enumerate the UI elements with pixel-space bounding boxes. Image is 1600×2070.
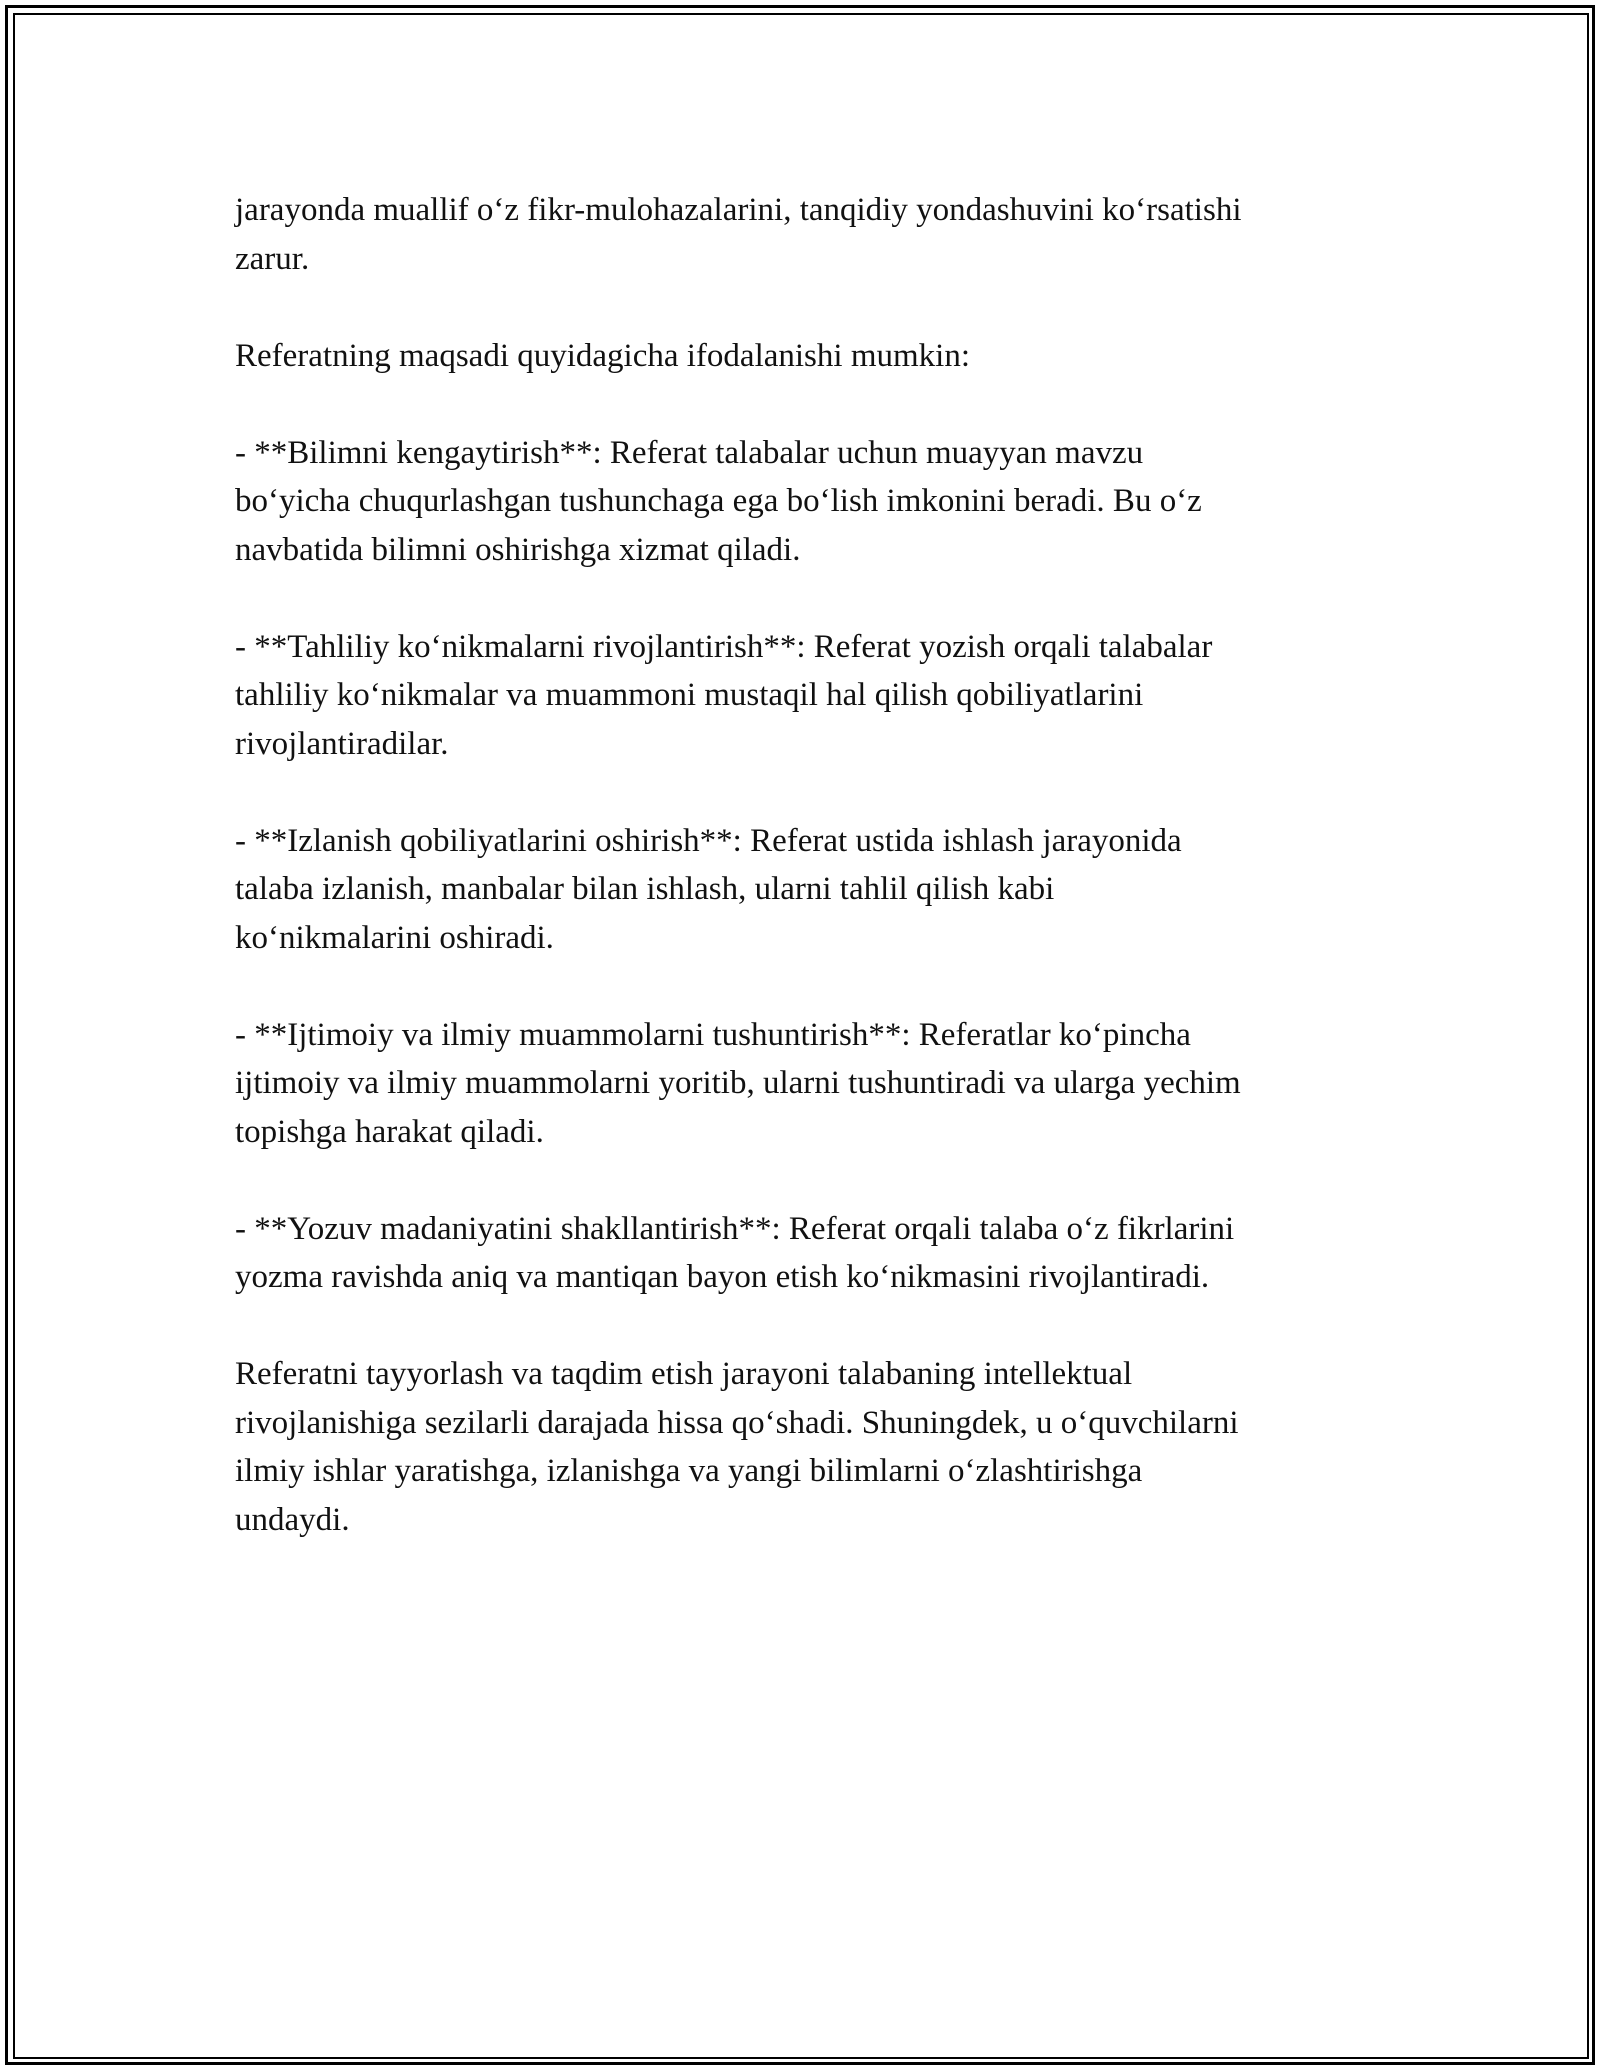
paragraph bbox=[235, 186, 1365, 283]
text-line: tahliliy ko‘nikmalar va muammoni mustaqil hal qilish qobiliyatlarini bbox=[235, 677, 1144, 713]
text-line: rivojlanishiga sezilarli darajada hissa qo‘shadi. Shuningdek, u o‘quvchilarni bbox=[235, 1404, 1239, 1441]
text-line: - **Bilimni kengaytirish**: Referat talabalar uchun muayyan mavzu bbox=[235, 434, 1144, 471]
text-line: yozma ravishda aniq va mantiqan bayon etish ko‘nikmasini rivojlantiradi. bbox=[235, 1259, 1210, 1295]
text-line: jarayonda muallif o‘z fikr-mulohazalarini, tanqidiy yondashuvini ko‘rsatishi bbox=[235, 192, 1242, 228]
list-item-paragraph bbox=[235, 429, 1365, 575]
list-item-paragraph bbox=[235, 817, 1365, 963]
text-line: topishga harakat qiladi. bbox=[235, 1113, 544, 1150]
text-line: - **Tahliliy ko‘nikmalarni rivojlantirish**: Referat yozish orqali talabalar bbox=[235, 628, 1213, 665]
paragraph bbox=[235, 1350, 1365, 1544]
text-line: - **Yozuv madaniyatini shakllantirish**: Referat orqali talaba o‘z fikrlarini bbox=[235, 1210, 1235, 1247]
text-line: talaba izlanish, manbalar bilan ishlash, ularni tahlil qilish kabi bbox=[235, 871, 1055, 907]
text-line: bo‘yicha chuqurlashgan tushunchaga ega bo‘lish imkonini beradi. Bu o‘z bbox=[235, 483, 1202, 519]
paragraph bbox=[235, 332, 1365, 381]
text-line: - **Izlanish qobiliyatlarini oshirish**: Referat ustida ishlash jarayonida bbox=[235, 822, 1182, 859]
text-line: undaydi. bbox=[235, 1501, 350, 1538]
document-body bbox=[235, 186, 1365, 1544]
text-line: - **Ijtimoiy va ilmiy muammolarni tushuntirish**: Referatlar ko‘pincha bbox=[235, 1016, 1191, 1053]
text-line: ijtimoiy va ilmiy muammolarni yoritib, ularni tushuntiradi va ularga yechim bbox=[235, 1065, 1241, 1101]
text-line: ilmiy ishlar yaratishga, izlanishga va yangi bilimlarni o‘zlashtirishga bbox=[235, 1453, 1143, 1489]
text-line: Referatning maqsadi quyidagicha ifodalanishi mumkin: bbox=[235, 337, 970, 374]
list-item-paragraph bbox=[235, 1011, 1365, 1157]
text-line: rivojlantiradilar. bbox=[235, 725, 449, 762]
list-item-paragraph bbox=[235, 623, 1365, 769]
list-item-paragraph bbox=[235, 1205, 1365, 1302]
text-line: navbatida bilimni oshirishga xizmat qiladi. bbox=[235, 531, 801, 568]
text-line: zarur. bbox=[235, 240, 310, 277]
text-line: Referatni tayyorlash va taqdim etish jarayoni talabaning intellektual bbox=[235, 1356, 1133, 1392]
text-line: ko‘nikmalarini oshiradi. bbox=[235, 919, 554, 956]
